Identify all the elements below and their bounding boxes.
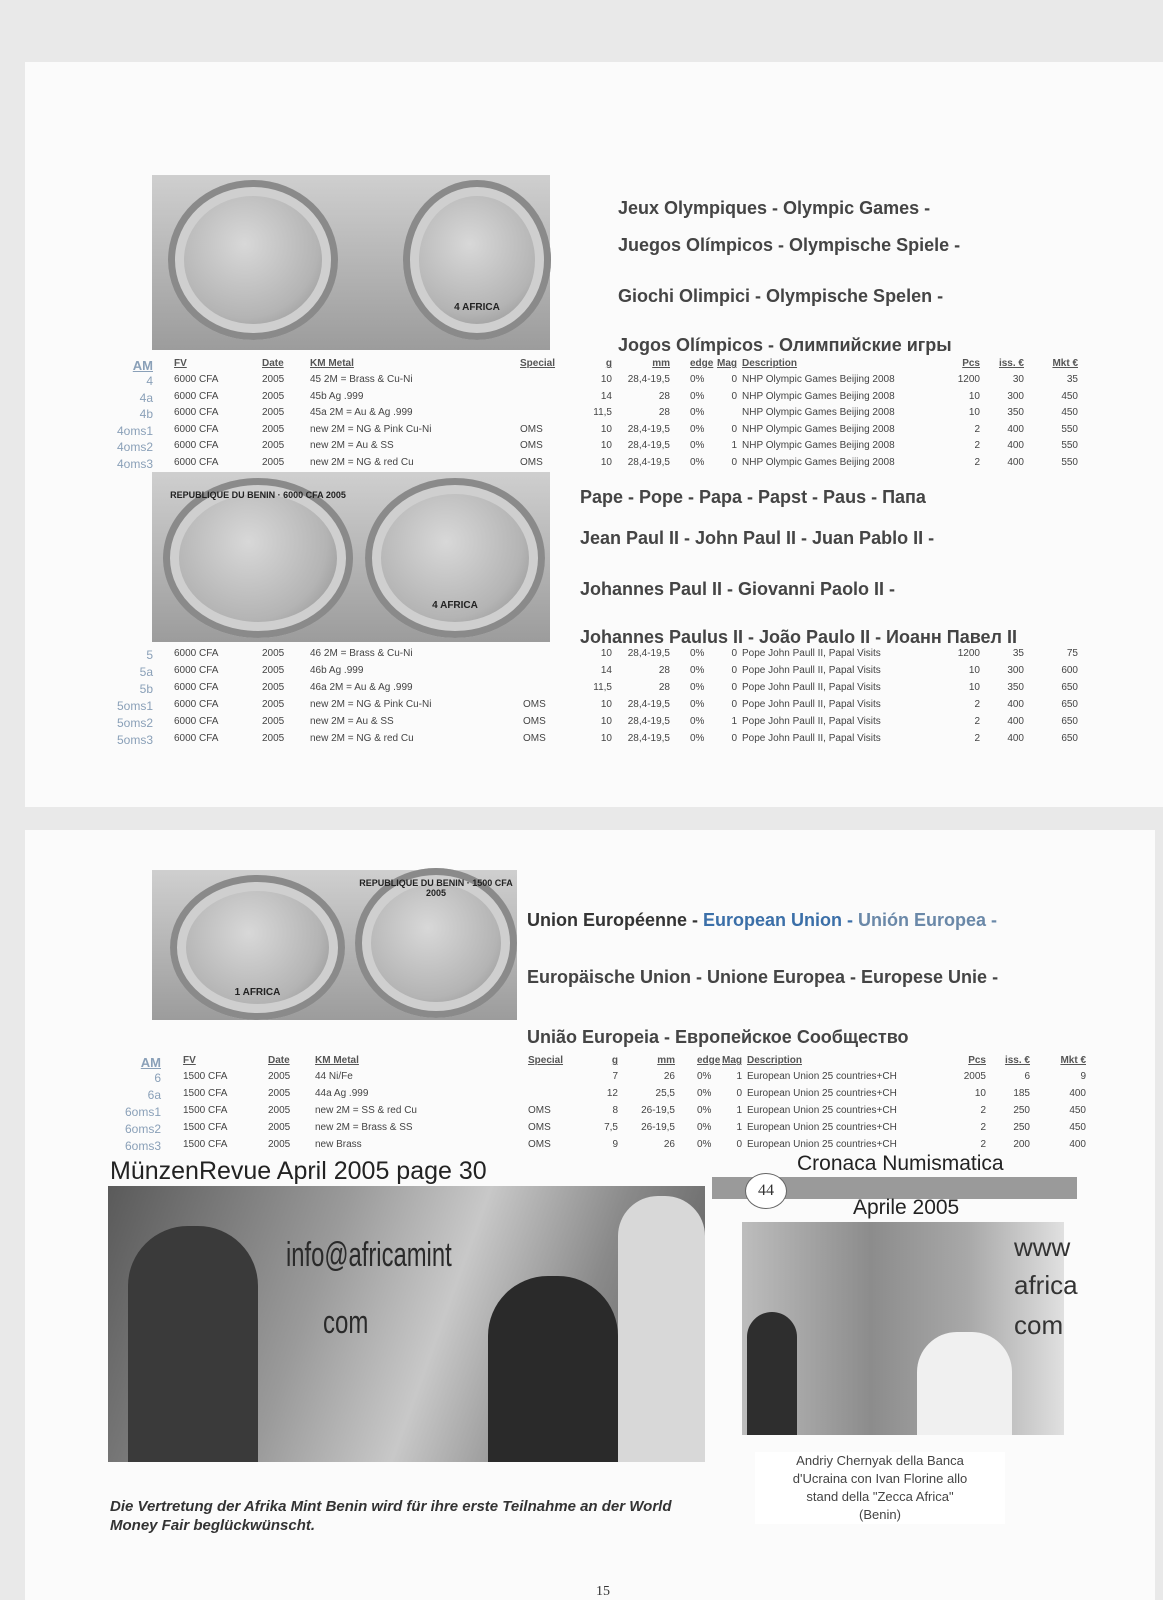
- cell-mkt: 75: [1066, 648, 1078, 659]
- cell-date: 2005: [262, 648, 285, 659]
- cell-pcs: 2: [974, 699, 980, 710]
- cell-mag: 0: [731, 390, 737, 402]
- cronaca-caption-line: Andriy Chernyak della Banca: [796, 1453, 964, 1468]
- cell-mkt: 650: [1061, 699, 1078, 710]
- cell-mm: 28,4-19,5: [627, 440, 670, 451]
- eu-title-line-3: União Europeia - Европейское Сообщество: [527, 1027, 909, 1047]
- cell-desc: NHP Olympic Games Beijing 2008: [742, 390, 895, 402]
- cell-desc: NHP Olympic Games Beijing 2008: [742, 456, 895, 468]
- cell-mkt: 600: [1061, 665, 1078, 676]
- cell-desc: NHP Olympic Games Beijing 2008: [742, 440, 895, 451]
- cell-desc: European Union 25 countries+CH: [747, 1105, 897, 1116]
- olympic-table: [0, 358, 1100, 471]
- coin-text: REPUBLIQUE DU BENIN · 1500 CFA 2005: [359, 878, 513, 898]
- cell-edge: 0%: [690, 699, 705, 710]
- eu-title-text: [527, 910, 997, 930]
- cell-special: OMS: [520, 456, 543, 468]
- cell-iss: 400: [1007, 423, 1024, 435]
- cell-fv: 6000 CFA: [174, 665, 219, 676]
- cell-g: 10: [600, 440, 612, 451]
- eu-coin-reverse: [170, 875, 345, 1020]
- column-header-am: AM: [132, 358, 153, 373]
- cell-am: 5b: [139, 682, 153, 696]
- cell-mkt: 550: [1061, 456, 1078, 468]
- cell-special: OMS: [523, 716, 546, 727]
- cell-mm: 28,4-19,5: [627, 699, 670, 710]
- cell-iss: 30: [1012, 374, 1024, 385]
- cell-mkt: 35: [1066, 374, 1078, 385]
- column-header-desc: Description: [747, 1055, 803, 1066]
- cell-fv: 6000 CFA: [174, 440, 219, 451]
- cell-km-metal: new 2M = Brass & SS: [315, 1122, 413, 1133]
- cell-special: OMS: [520, 423, 543, 435]
- cell-km-metal: new Brass: [315, 1139, 362, 1150]
- cell-mm: 28,4-19,5: [627, 374, 670, 385]
- cell-edge: 0%: [690, 440, 705, 451]
- cell-am: 6oms1: [124, 1105, 161, 1119]
- cell-iss: 6: [1024, 1071, 1030, 1082]
- cell-fv: 1500 CFA: [183, 1071, 228, 1082]
- coin-text: 1 AFRICA: [234, 987, 281, 998]
- cell-date: 2005: [268, 1105, 291, 1116]
- olympic-title-line-4: Jogos Olímpicos - Олимпийские игры: [618, 335, 952, 355]
- coin-text: 4 AFRICA: [454, 302, 500, 313]
- cell-mag: 0: [731, 423, 737, 435]
- cell-fv: 1500 CFA: [183, 1088, 228, 1099]
- cell-pcs: 2: [980, 1105, 986, 1116]
- cell-mkt: 450: [1061, 407, 1078, 418]
- olympic-title-line-2: Juegos Olímpicos - Olympische Spiele -: [618, 235, 961, 255]
- cell-edge: 0%: [690, 682, 705, 693]
- cell-mm: 28: [658, 665, 670, 676]
- cell-mag: 1: [736, 1105, 742, 1116]
- column-header-date: Date: [268, 1055, 290, 1066]
- column-header-edge: edge: [690, 358, 714, 369]
- cronaca-sign-text-2: africa: [1014, 1270, 1078, 1300]
- pope-title-line-4: Johannes Paulus II - João Paulo II - Иоанн Павел II: [580, 627, 1017, 647]
- olympic-title-line-1: Jeux Olympiques - Olympic Games -: [618, 198, 931, 218]
- cell-g: 12: [606, 1088, 618, 1099]
- cell-mm: 28,4-19,5: [627, 716, 670, 727]
- cell-am: 5: [146, 648, 153, 662]
- olympic-coin-obverse: [168, 180, 338, 340]
- muenzenrevue-caption: Die Vertretung der Afrika Mint Benin wird für ihre erste Teilnahme an der World Money Fair beglückwünscht.: [110, 1498, 672, 1534]
- cell-am: 4oms1: [116, 423, 153, 438]
- cell-iss: 185: [1013, 1088, 1030, 1099]
- eu-title-segment: Union Européenne -: [527, 910, 704, 930]
- cell-g: 10: [600, 716, 612, 727]
- column-header-pcs: Pcs: [968, 1055, 986, 1066]
- column-header-edge: edge: [697, 1055, 721, 1066]
- cronaca-person-left: [747, 1312, 797, 1435]
- cell-g: 10: [600, 456, 612, 468]
- cell-pcs: 2: [974, 440, 980, 451]
- cell-iss: 400: [1007, 716, 1024, 727]
- cell-iss: 300: [1007, 665, 1024, 676]
- cell-pcs: 10: [968, 665, 980, 676]
- cell-mm: 28,4-19,5: [627, 648, 670, 659]
- cell-date: 2005: [262, 440, 285, 451]
- fair-stand-photo: [108, 1186, 705, 1462]
- cell-mag: 1: [736, 1122, 742, 1133]
- cell-edge: 0%: [697, 1139, 712, 1150]
- cell-iss: 200: [1013, 1139, 1030, 1150]
- cell-edge: 0%: [690, 390, 705, 402]
- cell-special: OMS: [528, 1105, 551, 1116]
- column-header-fv: FV: [183, 1055, 196, 1066]
- cell-fv: 6000 CFA: [174, 456, 219, 468]
- cell-iss: 400: [1007, 440, 1024, 451]
- cell-mm: 28,4-19,5: [627, 456, 670, 468]
- cell-pcs: 2: [974, 456, 980, 468]
- cell-mkt: 450: [1069, 1122, 1086, 1133]
- cell-mkt: 400: [1069, 1139, 1086, 1150]
- pope-title-line-3: Johannes Paul II - Giovanni Paolo II -: [580, 579, 896, 599]
- cell-iss: 350: [1007, 682, 1024, 693]
- cell-am: 5oms3: [116, 733, 153, 747]
- cell-mag: 1: [731, 716, 737, 727]
- cell-mag: 0: [731, 456, 737, 468]
- olympic-title-line-3: Giochi Olimpici - Olympische Spelen -: [618, 286, 944, 306]
- cell-mm: 28: [658, 390, 670, 402]
- cell-mkt: 650: [1061, 682, 1078, 693]
- cell-pcs: 2: [974, 733, 980, 744]
- eu-title-line-2: Europäische Union - Unione Europea - Europese Unie -: [527, 967, 999, 987]
- cell-mm: 28: [658, 407, 670, 418]
- cronaca-sign-text-3: com: [1014, 1310, 1064, 1340]
- cell-edge: 0%: [690, 407, 705, 418]
- column-header-g: g: [611, 1055, 618, 1066]
- cell-date: 2005: [262, 456, 285, 468]
- cell-date: 2005: [268, 1122, 291, 1133]
- eu-title-segment: European Union -: [703, 910, 859, 930]
- cell-desc: NHP Olympic Games Beijing 2008: [742, 374, 895, 385]
- cell-date: 2005: [262, 716, 285, 727]
- cell-date: 2005: [262, 682, 285, 693]
- cell-edge: 0%: [690, 456, 705, 468]
- cell-mag: 0: [731, 682, 737, 693]
- cell-edge: 0%: [690, 374, 705, 385]
- cell-mag: 0: [736, 1139, 742, 1150]
- cell-fv: 1500 CFA: [183, 1139, 228, 1150]
- cell-edge: 0%: [690, 665, 705, 676]
- cell-km-metal: new 2M = NG & Pink Cu-Ni: [310, 699, 432, 710]
- eu-coin-obverse: [355, 868, 517, 1018]
- cronaca-person-right: [917, 1332, 1012, 1435]
- cell-mm: 25,5: [655, 1088, 675, 1099]
- column-header-fv: FV: [174, 358, 187, 369]
- cell-g: 10: [600, 699, 612, 710]
- cell-g: 10: [600, 423, 612, 435]
- muenzenrevue-heading: MünzenRevue April 2005 page 30: [110, 1157, 487, 1185]
- cell-g: 14: [600, 390, 612, 402]
- cell-date: 2005: [262, 423, 285, 435]
- cell-desc: European Union 25 countries+CH: [747, 1071, 897, 1082]
- cell-g: 10: [600, 733, 612, 744]
- cell-mag: 0: [731, 699, 737, 710]
- photo-sign-text-2: com: [323, 1304, 369, 1340]
- pope-coin-reverse: [365, 478, 545, 638]
- cronaca-heading: Cronaca Numismatica: [797, 1152, 1004, 1175]
- cell-fv: 1500 CFA: [183, 1122, 228, 1133]
- eu-title-line-1: [527, 910, 997, 931]
- cell-mag: 1: [731, 440, 737, 451]
- cell-date: 2005: [268, 1088, 291, 1099]
- column-header-km-metal: KM Metal: [315, 1055, 359, 1066]
- column-header-iss: iss. €: [1004, 1055, 1030, 1066]
- cell-km-metal: 44a Ag .999: [315, 1088, 369, 1099]
- cell-km-metal: 44 Ni/Fe: [315, 1071, 353, 1082]
- cronaca-sign-text-1: www: [1014, 1232, 1071, 1262]
- cell-mm: 28: [658, 682, 670, 693]
- coin-text: 4 AFRICA: [432, 600, 478, 611]
- cell-am: 4b: [139, 407, 153, 421]
- cell-fv: 1500 CFA: [183, 1105, 228, 1116]
- cell-desc: Pope John Paull II, Papal Visits: [742, 733, 881, 744]
- cell-fv: 6000 CFA: [174, 682, 219, 693]
- cell-iss: 300: [1007, 390, 1024, 402]
- cell-mag: 0: [736, 1088, 742, 1099]
- eu-table: [0, 1055, 1100, 1155]
- cell-g: 10: [600, 374, 612, 385]
- cell-mag: 1: [736, 1071, 742, 1082]
- column-header-desc: Description: [742, 358, 798, 369]
- cell-fv: 6000 CFA: [174, 648, 219, 659]
- column-header-am: AM: [140, 1055, 161, 1070]
- column-header-mkt: Mkt €: [1052, 358, 1078, 369]
- cell-pcs: 2: [974, 423, 980, 435]
- eu-title-segment: Unión Europea -: [858, 910, 998, 930]
- cell-desc: NHP Olympic Games Beijing 2008: [742, 423, 895, 435]
- olympic-coin-reverse: [403, 180, 551, 340]
- column-header-km-metal: KM Metal: [310, 358, 354, 369]
- cell-km-metal: 46 2M = Brass & Cu-Ni: [310, 648, 413, 659]
- cell-pcs: 10: [974, 1088, 986, 1099]
- cronaca-caption-line: d'Ucraina con Ivan Florine allo: [792, 1471, 968, 1486]
- cell-mm: 26: [663, 1071, 675, 1082]
- cell-desc: Pope John Paull II, Papal Visits: [742, 648, 881, 659]
- cell-km-metal: 46a 2M = Au & Ag .999: [310, 682, 413, 693]
- cell-km-metal: 46b Ag .999: [310, 665, 364, 676]
- column-header-date: Date: [262, 358, 284, 369]
- cell-am: 4oms3: [116, 456, 153, 471]
- cell-g: 11,5: [593, 682, 612, 693]
- cell-edge: 0%: [697, 1122, 712, 1133]
- pope-title-line-2: Jean Paul II - John Paul II - Juan Pablo II -: [580, 528, 935, 548]
- pope-table: [0, 648, 1100, 748]
- cell-iss: 250: [1013, 1122, 1030, 1133]
- cell-edge: 0%: [697, 1105, 712, 1116]
- cell-am: 6oms3: [124, 1139, 161, 1153]
- cell-mkt: 450: [1061, 390, 1078, 402]
- cell-fv: 6000 CFA: [174, 716, 219, 727]
- cronaca-caption-line: stand della "Zecca Africa": [806, 1489, 954, 1504]
- cell-date: 2005: [268, 1071, 291, 1082]
- cronaca-subheading: Aprile 2005: [853, 1196, 960, 1219]
- cell-special: OMS: [520, 440, 543, 451]
- photo-sign-text-1: info@africamint: [286, 1236, 452, 1274]
- cell-special: OMS: [523, 733, 546, 744]
- cell-mkt: 550: [1061, 423, 1078, 435]
- cell-km-metal: 45 2M = Brass & Cu-Ni: [310, 374, 413, 385]
- cell-pcs: 10: [968, 390, 980, 402]
- cell-date: 2005: [262, 390, 285, 402]
- cell-mkt: 650: [1061, 716, 1078, 727]
- cronaca-badge: [745, 1173, 787, 1209]
- cell-g: 10: [600, 648, 612, 659]
- cell-pcs: 1200: [957, 648, 980, 659]
- cronaca-badge-number: 44: [758, 1182, 774, 1199]
- cell-desc: Pope John Paull II, Papal Visits: [742, 716, 881, 727]
- cell-edge: 0%: [690, 733, 705, 744]
- cell-mag: 0: [731, 665, 737, 676]
- cell-g: 9: [612, 1139, 618, 1150]
- column-header-mm: mm: [652, 358, 670, 369]
- page-number: 15: [596, 1584, 610, 1599]
- cell-am: 6a: [147, 1088, 161, 1102]
- cell-am: 4: [146, 374, 153, 388]
- cell-pcs: 2005: [963, 1071, 986, 1082]
- cell-date: 2005: [262, 407, 285, 418]
- cell-g: 8: [612, 1105, 618, 1116]
- cell-date: 2005: [262, 374, 285, 385]
- cell-iss: 350: [1007, 407, 1024, 418]
- cell-am: 4oms2: [116, 440, 153, 454]
- cell-special: OMS: [523, 699, 546, 710]
- cell-mkt: 450: [1069, 1105, 1086, 1116]
- cell-g: 7: [612, 1071, 618, 1082]
- cell-desc: NHP Olympic Games Beijing 2008: [742, 407, 895, 418]
- cell-iss: 35: [1012, 648, 1024, 659]
- cell-fv: 6000 CFA: [174, 699, 219, 710]
- cell-km-metal: new 2M = SS & red Cu: [315, 1105, 417, 1116]
- cell-iss: 400: [1007, 699, 1024, 710]
- cell-mag: 0: [731, 733, 737, 744]
- person-right: [618, 1196, 705, 1462]
- cell-am: 5oms2: [116, 716, 153, 730]
- cell-iss: 250: [1013, 1105, 1030, 1116]
- cell-km-metal: new 2M = NG & red Cu: [310, 456, 414, 468]
- cell-date: 2005: [262, 699, 285, 710]
- cronaca-caption-line: (Benin): [859, 1507, 901, 1522]
- column-header-mag: Mag: [722, 1055, 742, 1066]
- pope-title-line-1: Pape - Pope - Papa - Papst - Paus - Папа: [580, 487, 926, 507]
- cell-mm: 26: [663, 1139, 675, 1150]
- person-left: [128, 1226, 258, 1462]
- cell-iss: 400: [1007, 456, 1024, 468]
- cell-pcs: 10: [968, 407, 980, 418]
- column-header-mag: Mag: [717, 358, 737, 369]
- cell-pcs: 10: [968, 682, 980, 693]
- cell-special: OMS: [528, 1122, 551, 1133]
- cell-km-metal: new 2M = NG & red Cu: [310, 733, 414, 744]
- cell-desc: Pope John Paull II, Papal Visits: [742, 682, 881, 693]
- column-header-iss: iss. €: [998, 358, 1024, 369]
- cell-date: 2005: [268, 1139, 291, 1150]
- cell-g: 7,5: [604, 1122, 618, 1133]
- cell-pcs: 2: [980, 1122, 986, 1133]
- column-header-pcs: Pcs: [962, 358, 980, 369]
- cell-fv: 6000 CFA: [174, 733, 219, 744]
- cell-mm: 28,4-19,5: [627, 423, 670, 435]
- column-header-g: g: [605, 358, 612, 369]
- cell-am: 6: [154, 1071, 161, 1085]
- cell-edge: 0%: [690, 423, 705, 435]
- cell-km-metal: new 2M = Au & SS: [310, 716, 394, 727]
- coin-text: REPUBLIQUE DU BENIN · 6000 CFA 2005: [170, 490, 346, 500]
- cell-desc: Pope John Paull II, Papal Visits: [742, 699, 881, 710]
- cell-mm: 28,4-19,5: [627, 733, 670, 744]
- cronaca-photo: [742, 1222, 1078, 1435]
- cell-date: 2005: [262, 733, 285, 744]
- cell-km-metal: 45b Ag .999: [310, 390, 364, 402]
- person-center: [488, 1276, 618, 1462]
- cell-fv: 6000 CFA: [174, 407, 219, 418]
- cell-desc: European Union 25 countries+CH: [747, 1122, 897, 1133]
- cell-desc: Pope John Paull II, Papal Visits: [742, 665, 881, 676]
- cell-mkt: 650: [1061, 733, 1078, 744]
- cell-date: 2005: [262, 665, 285, 676]
- cell-special: OMS: [528, 1139, 551, 1150]
- cell-pcs: 1200: [957, 374, 980, 385]
- cell-km-metal: new 2M = Au & SS: [310, 440, 394, 451]
- column-header-special: Special: [528, 1055, 564, 1066]
- cell-mag: 0: [731, 374, 737, 385]
- cronaca-caption: [755, 1452, 1005, 1524]
- cell-edge: 0%: [697, 1088, 712, 1099]
- cell-mkt: 550: [1061, 440, 1078, 451]
- cell-desc: European Union 25 countries+CH: [747, 1139, 897, 1150]
- cell-pcs: 2: [974, 716, 980, 727]
- cell-am: 6oms2: [124, 1122, 161, 1136]
- cell-am: 4a: [139, 390, 153, 405]
- cell-g: 14: [600, 665, 612, 676]
- cell-pcs: 2: [980, 1139, 986, 1150]
- cell-mm: 26-19,5: [641, 1105, 675, 1116]
- cell-fv: 6000 CFA: [174, 374, 219, 385]
- cell-fv: 6000 CFA: [174, 390, 219, 402]
- cell-edge: 0%: [690, 716, 705, 727]
- column-header-mm: mm: [657, 1055, 675, 1066]
- cell-mkt: 400: [1069, 1088, 1086, 1099]
- cell-edge: 0%: [697, 1071, 712, 1082]
- pope-coin-obverse: [163, 478, 353, 638]
- cell-desc: European Union 25 countries+CH: [747, 1088, 897, 1099]
- cell-mkt: 9: [1080, 1071, 1086, 1082]
- cell-g: 11,5: [593, 407, 612, 418]
- cell-edge: 0%: [690, 648, 705, 659]
- column-header-special: Special: [520, 358, 556, 369]
- cell-fv: 6000 CFA: [174, 423, 219, 435]
- cell-iss: 400: [1007, 733, 1024, 744]
- cell-am: 5a: [139, 665, 153, 679]
- cell-mag: 0: [731, 648, 737, 659]
- cell-am: 5oms1: [116, 699, 153, 713]
- column-header-mkt: Mkt €: [1060, 1055, 1086, 1066]
- cell-mm: 26-19,5: [641, 1122, 675, 1133]
- cell-km-metal: 45a 2M = Au & Ag .999: [310, 407, 413, 418]
- cell-km-metal: new 2M = NG & Pink Cu-Ni: [310, 423, 432, 435]
